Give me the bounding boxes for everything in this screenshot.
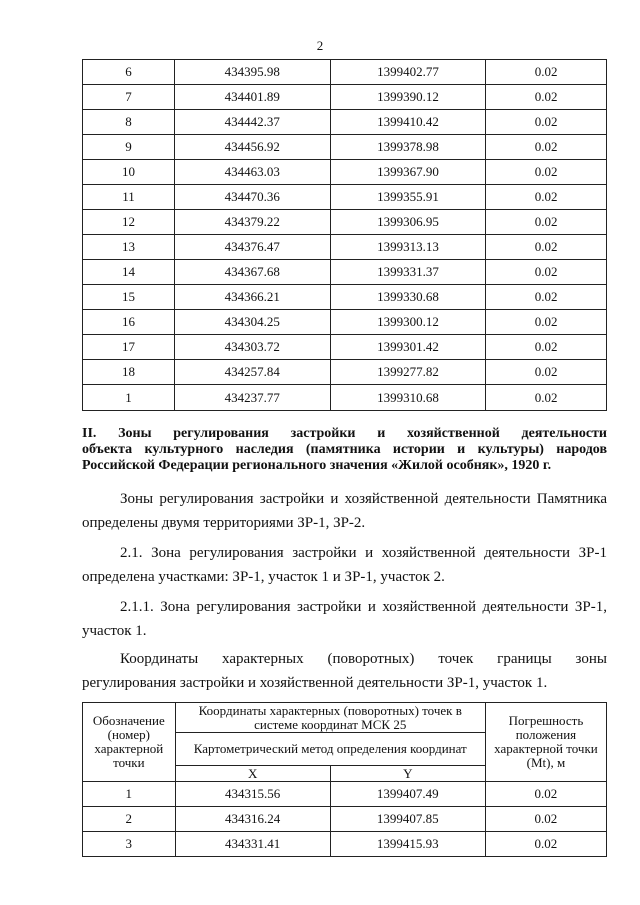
- table-row: [83, 135, 607, 160]
- cell-point-number: 6: [83, 60, 175, 85]
- cell-x: 434257.84: [174, 360, 330, 385]
- paragraph-2-1-1: [82, 595, 607, 643]
- cell-y: 1399331.37: [330, 260, 486, 285]
- cell-y: 1399410.42: [330, 110, 486, 135]
- cell-point-number: 1: [83, 782, 176, 807]
- cell-x: 434456.92: [174, 135, 330, 160]
- paragraph-line: определены двумя территориями ЗР-1, ЗР-2.: [82, 515, 366, 531]
- cell-x: 434463.03: [174, 160, 330, 185]
- cell-x: 434470.36: [174, 185, 330, 210]
- paragraph-zones-intro: [82, 487, 607, 535]
- cell-x: 434237.77: [174, 385, 330, 411]
- cell-y: 1399313.13: [330, 235, 486, 260]
- header-x: X: [175, 766, 330, 782]
- table-row: [83, 260, 607, 285]
- cell-x: 434367.68: [174, 260, 330, 285]
- cell-error: 0.02: [486, 185, 607, 210]
- table-row: [83, 832, 607, 857]
- table-row: [83, 285, 607, 310]
- header-method: Картометрический метод определения координат: [175, 733, 485, 766]
- paragraph-line: регулирования застройки и хозяйственной деятельности ЗР-1, участок 1.: [82, 675, 548, 691]
- cell-error: 0.02: [486, 385, 607, 411]
- paragraph-line: 2.1.1. Зона регулирования застройки и хозяйственной деятельности ЗР-1,: [120, 599, 607, 615]
- cell-error: 0.02: [485, 782, 606, 807]
- cell-y: 1399402.77: [330, 60, 486, 85]
- table-row: [83, 385, 607, 411]
- header-error: Погрешность положения характерной точки (Mt), м: [485, 703, 606, 782]
- cell-y: 1399306.95: [330, 210, 486, 235]
- cell-point-number: 12: [83, 210, 175, 235]
- cell-point-number: 11: [83, 185, 175, 210]
- cell-y: 1399367.90: [330, 160, 486, 185]
- cell-y: 1399330.68: [330, 285, 486, 310]
- table-row: [83, 310, 607, 335]
- header-coords-title: Координаты характерных (поворотных) точек в системе координат МСК 25: [175, 703, 485, 733]
- cell-x: 434331.41: [175, 832, 330, 857]
- table-row: [83, 110, 607, 135]
- cell-error: 0.02: [486, 260, 607, 285]
- cell-error: 0.02: [485, 807, 606, 832]
- cell-error: 0.02: [486, 160, 607, 185]
- table-row: [83, 360, 607, 385]
- cell-point-number: 18: [83, 360, 175, 385]
- cell-point-number: 2: [83, 807, 176, 832]
- cell-x: 434379.22: [174, 210, 330, 235]
- cell-x: 434395.98: [174, 60, 330, 85]
- paragraph-line: определена участками: ЗР-1, участок 1 и ЗР-1, участок 2.: [82, 569, 445, 585]
- header-y: Y: [330, 766, 485, 782]
- heading-line: Российской Федерации регионального значения «Жилой особняк», 1920 г.: [82, 458, 552, 473]
- cell-point-number: 17: [83, 335, 175, 360]
- section-heading: [82, 426, 607, 474]
- cell-point-number: 15: [83, 285, 175, 310]
- cell-error: 0.02: [486, 285, 607, 310]
- cell-y: 1399300.12: [330, 310, 486, 335]
- cell-x: 434366.21: [174, 285, 330, 310]
- cell-point-number: 7: [83, 85, 175, 110]
- cell-y: 1399378.98: [330, 135, 486, 160]
- cell-point-number: 14: [83, 260, 175, 285]
- paragraph-coordinates-intro: [82, 647, 607, 695]
- cell-y: 1399407.85: [330, 807, 485, 832]
- paragraph-line: Зоны регулирования застройки и хозяйственной деятельности Памятника: [120, 491, 607, 507]
- cell-y: 1399390.12: [330, 85, 486, 110]
- cell-point-number: 13: [83, 235, 175, 260]
- cell-error: 0.02: [486, 360, 607, 385]
- cell-y: 1399310.68: [330, 385, 486, 411]
- cell-error: 0.02: [486, 210, 607, 235]
- table-row: [83, 807, 607, 832]
- cell-error: 0.02: [486, 85, 607, 110]
- cell-x: 434401.89: [174, 85, 330, 110]
- cell-error: 0.02: [486, 110, 607, 135]
- cell-error: 0.02: [486, 310, 607, 335]
- table-row: [83, 160, 607, 185]
- table-row: [83, 235, 607, 260]
- heading-line: объекта культурного наследия (памятника истории и культуры) народов: [82, 442, 607, 457]
- cell-x: 434304.25: [174, 310, 330, 335]
- cell-x: 434442.37: [174, 110, 330, 135]
- cell-point-number: 1: [83, 385, 175, 411]
- cell-error: 0.02: [486, 235, 607, 260]
- heading-line: II. Зоны регулирования застройки и хозяйственной деятельности: [82, 426, 607, 441]
- cell-point-number: 16: [83, 310, 175, 335]
- table-row: [83, 85, 607, 110]
- paragraph-line: 2.1. Зона регулирования застройки и хозяйственной деятельности ЗР-1: [120, 545, 607, 561]
- cell-point-number: 3: [83, 832, 176, 857]
- header-point-designation: Обозначение (номер) характерной точки: [83, 703, 176, 782]
- table-row: [83, 782, 607, 807]
- cell-y: 1399277.82: [330, 360, 486, 385]
- cell-x: 434376.47: [174, 235, 330, 260]
- cell-x: 434303.72: [174, 335, 330, 360]
- coordinates-table-zr1-plot1: [82, 702, 607, 857]
- cell-error: 0.02: [485, 832, 606, 857]
- cell-error: 0.02: [486, 335, 607, 360]
- cell-point-number: 9: [83, 135, 175, 160]
- cell-y: 1399355.91: [330, 185, 486, 210]
- cell-point-number: 8: [83, 110, 175, 135]
- table-row: [83, 185, 607, 210]
- paragraph-line: участок 1.: [82, 623, 147, 639]
- cell-x: 434316.24: [175, 807, 330, 832]
- paragraph-line: Координаты характерных (поворотных) точек границы зоны: [120, 651, 607, 667]
- cell-y: 1399415.93: [330, 832, 485, 857]
- coordinates-table-continued: [82, 59, 607, 411]
- paragraph-2-1: [82, 541, 607, 589]
- cell-y: 1399301.42: [330, 335, 486, 360]
- table-row: [83, 335, 607, 360]
- cell-error: 0.02: [486, 60, 607, 85]
- cell-x: 434315.56: [175, 782, 330, 807]
- cell-point-number: 10: [83, 160, 175, 185]
- cell-error: 0.02: [486, 135, 607, 160]
- table-row: [83, 60, 607, 85]
- table-row: [83, 210, 607, 235]
- page-number: 2: [316, 38, 324, 53]
- cell-y: 1399407.49: [330, 782, 485, 807]
